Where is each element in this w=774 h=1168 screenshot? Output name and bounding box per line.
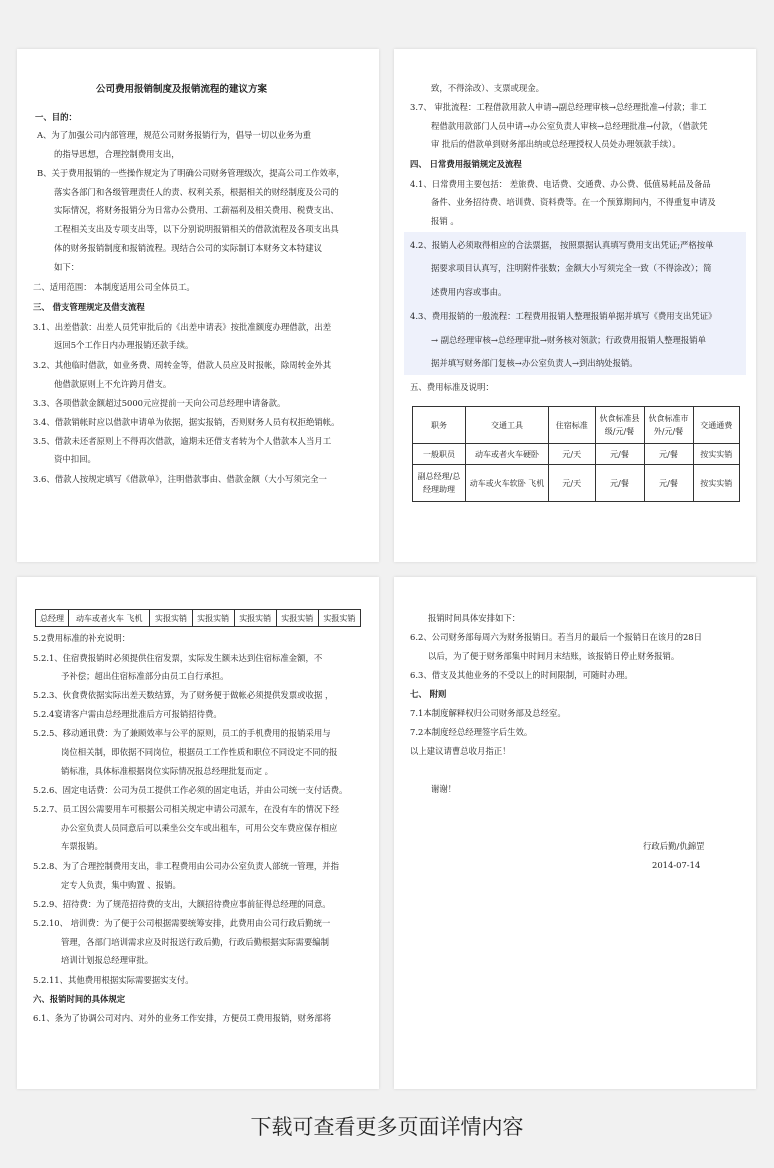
text-line: 予补偿；超出住宿标准部分由员工自行承担。 (61, 671, 229, 681)
highlight-block (404, 232, 746, 375)
table-header-cell: 交通通费 (693, 407, 740, 444)
table-header-cell: 伙食标准市外/元/餐 (644, 407, 693, 444)
table-row (36, 610, 361, 627)
text-line: 办公室负责人员同意后可以乘坐公交车或出租车，可用公交车费应保存相应 (61, 823, 338, 833)
table-cell: 副总经理/总经理助理 (413, 465, 466, 502)
text-line: 3.7、 审批流程：工程借款用款人申请→副总经理审核→总经理批准→付款；非工 (410, 102, 707, 112)
table-cell: 元/餐 (644, 465, 693, 502)
download-prompt: 下载可查看更多页面详情内容 (250, 1115, 524, 1139)
table-header-cell: 交通工具 (466, 407, 549, 444)
text-line: 工程相关支出及专项支出等，以下分别说明报销相关的借款流程及各项支出具 (54, 224, 339, 234)
document-page-4 (394, 577, 756, 1089)
text-line: 4.2、报销人必须取得相应的合法票据， 按照票据认真填写费用支出凭证;严格按单 (410, 240, 714, 250)
text-line: 述费用内容或事由。 (431, 287, 507, 297)
document-page-1 (17, 49, 379, 562)
signature-date: 2014-07-14 (652, 860, 701, 870)
text-line: 的指导思想，合理控制费用支出， (54, 149, 180, 159)
text-line: 4.1、日常费用主要包括： 差旅费、电话费、交通费、办公费、低值易耗品及备品 (410, 179, 711, 189)
table-cell: 元/餐 (595, 444, 644, 465)
section-heading: 七、 附则 (410, 689, 447, 699)
table-cell: 实报实销 (150, 610, 192, 627)
text-line: 他借款原则上不允许跨月借支。 (54, 379, 172, 389)
text-line: 落实各部门和各级管理责任人的责、权利关系，根据相关的财经制度及公司的 (54, 187, 339, 197)
text-line: 二、适用范围： 本制度适用公司全体员工。 (33, 282, 195, 292)
text-line: 程借款用款部门人员申请→办公室负责人审核→总经理批准→付款，（借款凭 (431, 121, 708, 131)
text-line: 3.6、借款人按规定填写《借款单》，注明借款事由、借款金额（大小写须完全一 (33, 474, 327, 484)
text-line: 审 批后的借款单到财务部出纳或总经理授权人员处办理领款手续）。 (431, 139, 681, 149)
text-line: 返回5个工作日内办理报销还款手续。 (54, 340, 194, 350)
text-line: → 副总经理审核→总经理审批→财务核对领款；行政费用报销人整理报销单 (431, 335, 706, 345)
table-cell: 实报实销 (318, 610, 360, 627)
section-heading: 六、报销时间的具体规定 (33, 994, 126, 1004)
text-line: 谢谢！ (431, 784, 457, 794)
text-line: 3.5、借款未还者原则上不得再次借款，逾期未还借支者转为个人借款本人当月工 (33, 436, 332, 446)
text-line: 报销时间具体安排如下： (428, 613, 521, 623)
text-line: 据要求项目认真写，注明附件张数；金额大小写须完全一致（不得涂改）；简 (431, 263, 712, 273)
text-line: 一、目的： (35, 112, 77, 122)
table-row (413, 465, 740, 502)
text-line: 管理，各部门培训需求应及时报送行政后勤，行政后勤根据实际需要编制 (61, 937, 329, 947)
text-line: 备件、业务招待费、培训费、资料费等。在一个预算期间内，不得重复申请及 (431, 197, 716, 207)
text-line: 5.2.8、为了合理控制费用支出，非工程费用由公司办公室负责人部统一管理，并指 (33, 861, 340, 871)
text-line: 致，不得涂改）、支票或现金。 (431, 83, 545, 93)
text-line: 车票报销。 (61, 841, 103, 851)
document-page-2 (394, 49, 756, 562)
text-line: 7.1本制度解释权归公司财务部及总经室。 (410, 708, 566, 718)
table-cell: 动车或火车软卧 飞机 (466, 465, 549, 502)
text-line: 5.2.9、招待费：为了规范招待费的支出，大额招待费应事前征得总经理的同意。 (33, 899, 331, 909)
signature: 行政后勤/仇錦罡 (643, 841, 705, 851)
table-cell: 实报实销 (234, 610, 276, 627)
table-cell: 总经理 (36, 610, 69, 627)
table-cell: 元/天 (549, 465, 596, 502)
text-line: A、为了加强公司内部管理，规范公司财务报销行为，倡导一切以业务为重 (37, 130, 312, 140)
text-line: 销标准，具体标准根据岗位实际情况报总经理批复而定 。 (61, 766, 274, 776)
expense-table-continued (35, 609, 361, 627)
text-line: 5.2.5、移动通讯费：为了兼顾效率与公平的原则，员工的手机费用的报销采用与 (33, 728, 331, 738)
text-line: 5.2费用标准的补充说明： (33, 633, 131, 643)
text-line: 3.3、各项借款金额超过5000元应提前一天向公司总经理申请备款。 (33, 398, 286, 408)
table-row (413, 444, 740, 465)
table-cell: 元/餐 (644, 444, 693, 465)
table-header-cell: 伙食标准县级/元/餐 (595, 407, 644, 444)
text-line: 实际情况，将财务报销分为日常办公费用、工薪福利及相关费用、税费支出、 (54, 205, 339, 215)
text-line: 报销 。 (431, 216, 459, 226)
table-cell: 实报实销 (276, 610, 318, 627)
text-line: 6.2、公司财务部每周六为财务报销日。若当月的最后一个报销日在该月的28日 (410, 632, 702, 642)
text-line: 5.2.3、伙食费依据实际出差天数结算，为了财务便于做帐必须提供发票或收据 ， (33, 690, 334, 700)
text-line: 资中扣回。 (54, 454, 96, 464)
text-line: 5.2.1、住宿费报销时必须提供住宿发票，实际发生额未达到住宿标准金额，不 (33, 653, 323, 663)
table-cell: 元/餐 (595, 465, 644, 502)
table-header-cell: 职务 (413, 407, 466, 444)
text-line: 如下： (54, 262, 80, 272)
table-header-cell: 住宿标准 (549, 407, 596, 444)
table-header-row (413, 407, 740, 444)
table-cell: 动车或者火车 飞机 (69, 610, 150, 627)
text-line: 5.2.11、其他费用根据实际需要据实支付。 (33, 975, 194, 985)
document-title: 公司费用报销制度及报销流程的建议方案 (96, 84, 268, 95)
section-heading: 三、 借支管理规定及借支流程 (33, 302, 145, 312)
text-line: 5.2.6、固定电话费：公司为员工提供工作必须的固定电话，并由公司统一支付话费。 (33, 785, 348, 795)
text-line: 5.2.4宴请客户需由总经理批准后方可报销招待费。 (33, 709, 222, 719)
table-cell: 按实实销 (693, 465, 740, 502)
table-cell: 元/天 (549, 444, 596, 465)
text-line: 3.1、出差借款：出差人员凭审批后的《出差申请表》按批准额度办理借款，出差 (33, 322, 332, 332)
text-line: 3.4、借款销帐时应以借款申请单为依据，据实报销，否则财务人员有权拒绝销帐。 (33, 417, 340, 427)
text-line: 5.2.10、 培训费：为了便于公司根据需要统筹安排，此费用由公司行政后勤统一 (33, 918, 331, 928)
text-line: 据并填写财务部门复核→办公室负责人→到出纳处报销。 (431, 358, 638, 368)
text-line: 体的财务报销制度和报销流程。现结合公司的实际制订本财务文本特建议 (54, 243, 322, 253)
text-line: 6.3、借支及其他业务的不受以上的时间限制，可随时办理。 (410, 670, 633, 680)
document-page-3 (17, 577, 379, 1089)
text-line: 4.3、费用报销的一般流程：工程费用报销人整理报销单据并填写《费用支出凭证》 (410, 311, 717, 321)
text-line: 以上建议请曹总收月指正！ (410, 746, 511, 756)
text-line: 五、费用标准及说明： (410, 382, 494, 392)
table-cell: 实报实销 (192, 610, 234, 627)
text-line: 培训计划报总经理审批。 (61, 955, 154, 965)
text-line: 岗位相关制，即依据不同岗位，根据员工工作性质和职位不同设定不同的报 (61, 747, 338, 757)
table-cell: 按实实销 (693, 444, 740, 465)
table-cell: 动车或者火车硬卧 (466, 444, 549, 465)
text-line: B、关于费用报销的一些操作规定为了明确公司财务管理级次，提高公司工作效率， (37, 168, 345, 178)
table-cell: 一般职员 (413, 444, 466, 465)
text-line: 定专人负责，集中购置 、报销。 (61, 880, 181, 890)
section-heading: 四、 日常费用报销规定及流程 (410, 159, 522, 169)
text-line: 3.2、其他临时借款，如业务费、周转金等，借款人员应及时报帐，除周转金外其 (33, 360, 332, 370)
text-line: 5.2.7、员工因公需要用车可根据公司相关规定申请公司派车，在没有车的情况下经 (33, 804, 340, 814)
text-line: 以后，为了便于财务部集中时间月末结账，该报销日停止财务报销。 (428, 651, 680, 661)
expense-standard-table (412, 406, 740, 502)
text-line: 6.1、条为了协调公司对内、对外的业务工作安排，方便员工费用报销，财务部将 (33, 1013, 332, 1023)
text-line: 7.2本制度经总经理签字后生效。 (410, 727, 533, 737)
